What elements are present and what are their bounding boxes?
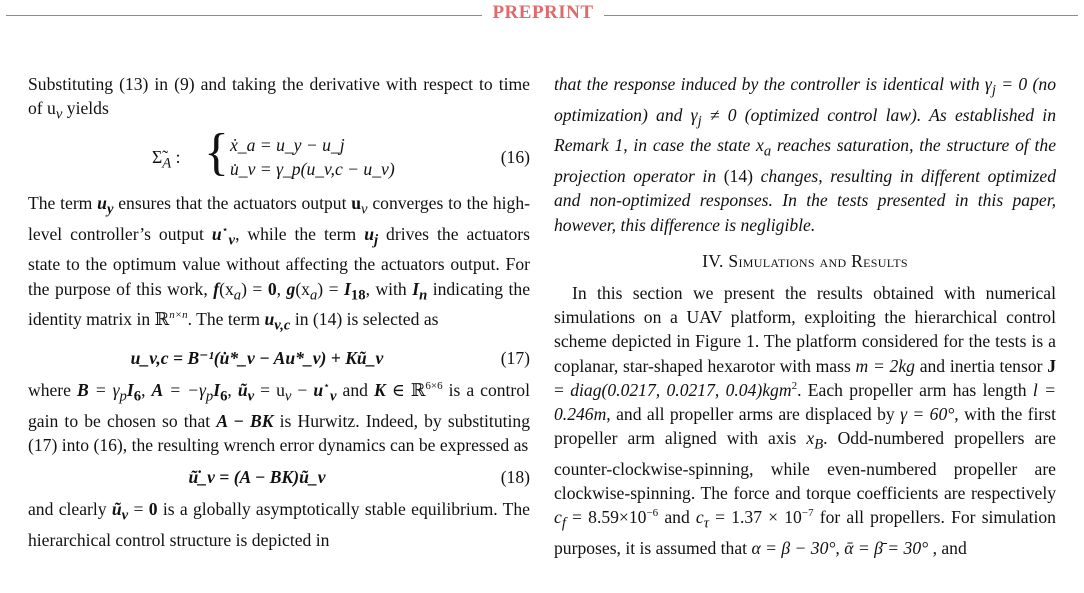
- equation-17-body: u_v,c = B⁻¹(u̇*_v − Au*_v) + Kũ_v: [130, 348, 384, 368]
- equation-18-body: ũ̇_v = (A − BK)ũ_v: [188, 467, 326, 488]
- banner-rule-left: [6, 15, 482, 16]
- right-column: [554, 72, 1056, 560]
- section-heading: IV. Simulations and Results: [702, 250, 908, 271]
- equation-16-lhs: $\Sigmã_A$ :: [152, 146, 181, 172]
- left-column: [28, 72, 530, 552]
- equation-number: (18): [500, 467, 530, 488]
- equation-16-line1: ẋ_a = u_y − u_j: [230, 134, 345, 155]
- equation-number: (17): [500, 348, 530, 368]
- paragraph-where: where $B = \gamma_pI_6$, $A = -\gamma_pI_6$, $ũ_v = u_v - u^⋆_v$ and K ∈ ℝ$^{6\times 6}$ is a control gain to be chosen so that A − BK is Hurwitz. Indeed, by substituting (17) into (16), the resulting wrench error dynamics can be expressed as: [28, 380, 530, 455]
- preprint-banner: [0, 2, 1084, 30]
- equation-number: (16): [500, 146, 530, 167]
- paragraph-term-explanation: The term $u_y$ ensures that the actuators output $u_v$ converges to the high-level controller’s output $u^⋆_v$, while the term $u_j$ drives the actuators state to the optimum value without affecting the actuators output. For the purpose of this work, $f(x_a) = 0$, $g(x_a) = I_{18}$, with $I_n$ indicating the identity matrix in ℝ$^{n\times n}$. The term $u_{v,c}$ in (14) is selected as: [28, 192, 531, 334]
- paragraph-stability: and clearly $ũ_v = 0$ is a globally asymptotically stable equilibrium. The hierarchical control structure is depicted in: [28, 499, 530, 550]
- equation-16: [28, 123, 530, 187]
- equation-brace: {: [204, 123, 229, 181]
- paragraph-remark-continuation: that the response induced by the controller is identical with $\gamma_j = 0$ (no optimization) and $\gamma_j \ne 0$ (optimized control law). As established in Remark 1, in case the state $x_a$ reaches saturation, the structure of the projection operator in (14) changes, resulting in different optimized and non-optimized responses. In the tests presented in this paper, however, this difference is negligible.: [554, 74, 1056, 235]
- equation-18: [28, 465, 530, 489]
- paragraph-simulations: In this section we present the results obtained with numerical simulations on a UAV platform, exploiting the hierarchical control scheme depicted in Figure 1. The platform considered for the tests is a coplanar, star-shaped hexarotor with mass m = 2kg and inertia tensor J = diag(0.0217, 0.0217, 0.04)kgm$^2$. Each propeller arm has length l = 0.246m, and all propeller arms are displaced by γ = 60°, with the first propeller arm aligned with axis $x_B$. Odd-numbered propellers are counter-clockwise-spinning, while even-numbered propeller are clockwise-spinning. The force and torque coefficients are respectively $c_f = 8.59\times 10^{-6}$ and $c_\tau = 1.37 \times 10^{-7}$ for all propellers. For simulation purposes, it is assumed that α = β − 30°, ᾱ = β̄ = 30° , and: [554, 282, 1056, 559]
- banner-rule-right: [604, 15, 1078, 16]
- equation-16-line2: u̇_v = γ_p(u_v,c − u_v): [230, 158, 395, 179]
- paragraph-substitution: Substituting (13) in (9) and taking the derivative with respect to time of $u_v$ yields: [28, 74, 530, 123]
- banner-label: PREPRINT: [492, 2, 594, 23]
- equation-17: [28, 346, 530, 370]
